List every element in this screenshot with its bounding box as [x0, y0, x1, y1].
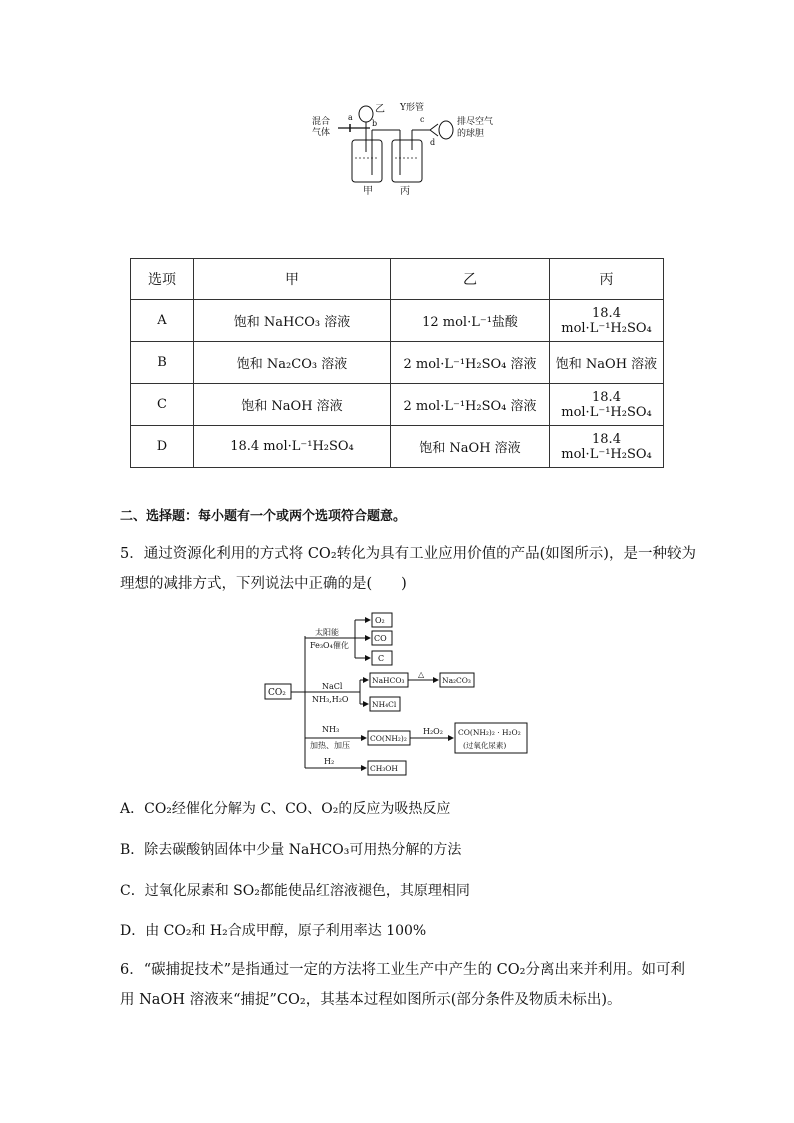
- cell-option: C: [131, 384, 194, 426]
- question-6-line-2: 用 NaOH 溶液来“捕捉”CO₂，其基本过程如图所示(部分条件及物质未标出)。: [120, 992, 622, 1008]
- b1-cond-2: Fe₃O₄催化: [310, 641, 349, 650]
- b1-cond-1: 太阳能: [315, 628, 339, 637]
- bulb: [439, 121, 453, 139]
- table-row: [131, 426, 664, 468]
- bottle-bing: [392, 140, 422, 182]
- question-5-line-1: 5．通过资源化利用的方式将 CO₂转化为具有工业应用价值的产品(如图所示)，是一种较为: [120, 546, 696, 562]
- cell-yi: 饱和 NaOH 溶液: [391, 426, 550, 468]
- question-5-line-2: 理想的减排方式，下列说法中正确的是( ): [120, 576, 407, 592]
- header-yi: 乙: [391, 259, 550, 300]
- valve-a-label: a: [348, 113, 353, 122]
- b3-cond-1: NH₃: [322, 725, 340, 734]
- bulb-label-1: 排尽空气: [457, 117, 494, 127]
- option-b: B．除去碳酸钠固体中少量 NaHCO₃可用热分解的方法: [120, 842, 462, 858]
- cell-option: A: [131, 300, 194, 342]
- cell-bing: 18.4 mol·L⁻¹H₂SO₄: [550, 384, 664, 426]
- heat-symbol: △: [418, 670, 425, 679]
- bulb-label-2: 的球胆: [457, 129, 485, 139]
- y-tube-label: Y形管: [400, 103, 424, 113]
- peroxide-urea-name: (过氧化尿素): [463, 741, 507, 750]
- co-label: CO: [374, 634, 387, 643]
- mixed-gas-label-1: 混合: [312, 117, 331, 127]
- cell-jia: 饱和 NaHCO₃ 溶液: [194, 300, 391, 342]
- question-6-line-1: 6．“碳捕捉技术”是指通过一定的方法将工业生产中产生的 CO₂分离出来并利用。如可利: [120, 962, 685, 978]
- h2o2-label: H₂O₂: [423, 727, 443, 736]
- na2co3-label: Na₂CO₃: [442, 676, 471, 685]
- cell-jia: 18.4 mol·L⁻¹H₂SO₄: [194, 426, 391, 468]
- co2-conversion-diagram: [260, 608, 540, 778]
- funnel-yi-label: 乙: [375, 104, 385, 115]
- table-row: [131, 384, 664, 426]
- b3-cond-2: 加热、加压: [310, 741, 350, 750]
- peroxide-urea-formula: CO(NH₂)₂ · H₂O₂: [458, 728, 521, 737]
- valve-d-label: d: [430, 138, 436, 147]
- bottle-jia: [352, 140, 382, 182]
- cell-yi: 2 mol·L⁻¹H₂SO₄ 溶液: [391, 342, 550, 384]
- options-table: [130, 258, 664, 468]
- cell-bing: 饱和 NaOH 溶液: [550, 342, 664, 384]
- mixed-gas-label-2: 气体: [312, 128, 331, 138]
- valve-c-label: c: [420, 115, 425, 124]
- table-row: [131, 300, 664, 342]
- header-jia: 甲: [194, 259, 391, 300]
- section-title: 二、选择题：每小题有一个或两个选项符合题意。: [120, 509, 407, 524]
- nh4cl-label: NH₄Cl: [372, 700, 397, 709]
- nahco3-label: NaHCO₃: [372, 676, 405, 685]
- b2-cond-2: NH₃,H₂O: [312, 695, 349, 704]
- y-tube: [430, 124, 438, 136]
- bottle-jia-label: 甲: [363, 186, 373, 197]
- o2-label: O₂: [375, 616, 385, 625]
- valve-b-label: b: [372, 119, 378, 128]
- option-d: D．由 CO₂和 H₂合成甲醇，原子利用率达 100%: [120, 923, 427, 939]
- c-label: C: [378, 654, 385, 663]
- co2-label: CO₂: [268, 688, 286, 698]
- ch3oh-label: CH₃OH: [370, 764, 398, 773]
- urea-label: CO(NH₂)₂: [370, 734, 407, 743]
- cell-jia: 饱和 NaOH 溶液: [194, 384, 391, 426]
- option-c: C．过氧化尿素和 SO₂都能使品红溶液褪色，其原理相同: [120, 883, 470, 899]
- apparatus-figure: [300, 100, 500, 200]
- separatory-funnel: [359, 106, 373, 122]
- b2-cond-1: NaCl: [322, 682, 343, 691]
- header-bing: 丙: [550, 259, 664, 300]
- cell-bing: 18.4 mol·L⁻¹H₂SO₄: [550, 426, 664, 468]
- table-header-row: [131, 259, 664, 300]
- cell-option: D: [131, 426, 194, 468]
- header-option: 选项: [131, 259, 194, 300]
- bottle-bing-label: 丙: [400, 186, 410, 197]
- b4-cond: H₂: [324, 757, 335, 766]
- cell-option: B: [131, 342, 194, 384]
- cell-yi: 2 mol·L⁻¹H₂SO₄ 溶液: [391, 384, 550, 426]
- table-row: [131, 342, 664, 384]
- cell-jia: 饱和 Na₂CO₃ 溶液: [194, 342, 391, 384]
- option-a: A．CO₂经催化分解为 C、CO、O₂的反应为吸热反应: [120, 801, 451, 817]
- cell-bing: 18.4 mol·L⁻¹H₂SO₄: [550, 300, 664, 342]
- cell-yi: 12 mol·L⁻¹盐酸: [391, 300, 550, 342]
